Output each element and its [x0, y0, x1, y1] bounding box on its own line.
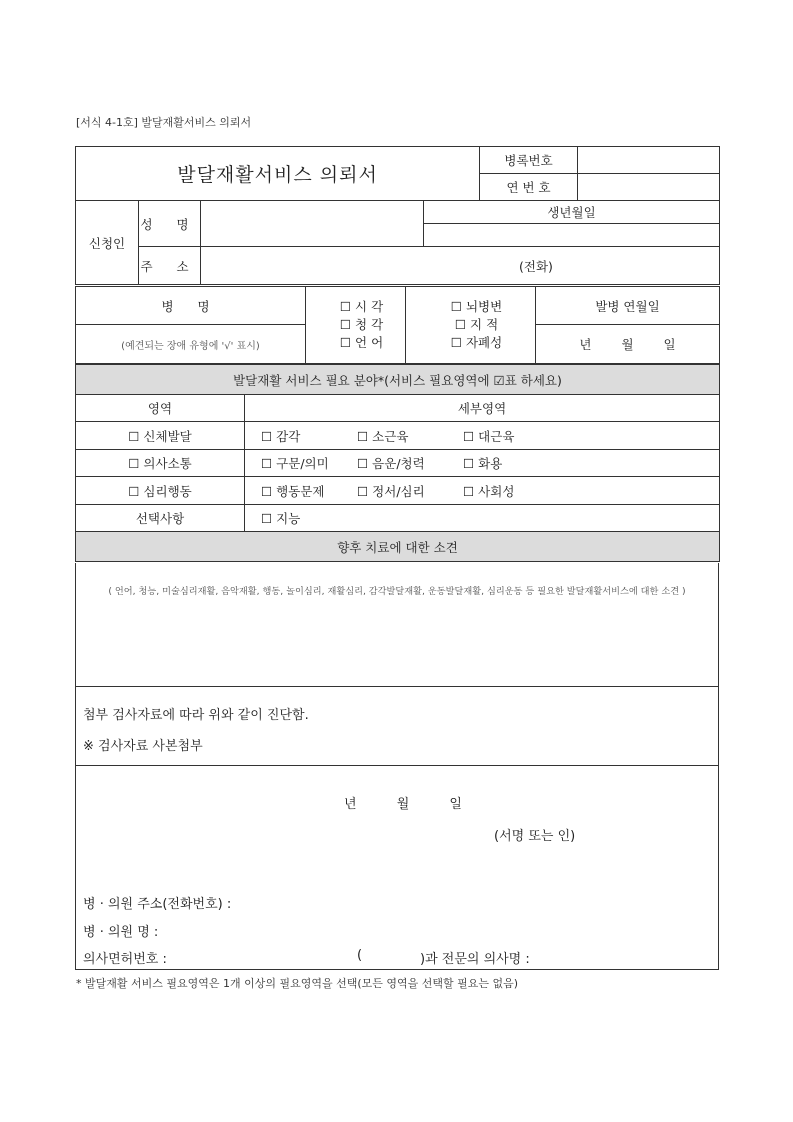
checkbox-visual[interactable]: ☐ 시 각 [339, 299, 384, 314]
diagnosis-statement: 첨부 검사자료에 따라 위와 같이 진단함. [83, 708, 309, 723]
checkbox-psych-behavior[interactable]: ☐ 심리행동 [76, 477, 245, 505]
checkbox-fine-motor[interactable]: ☐ 소근육 [357, 428, 409, 444]
signature-section [75, 765, 719, 970]
opinion-section-title: 향후 치료에 대한 소견 [76, 532, 720, 562]
serial-number-field[interactable] [578, 174, 720, 201]
opinion-textarea[interactable] [75, 563, 719, 687]
diagnosis-section [75, 686, 719, 766]
serial-number-label: 연 번 호 [480, 174, 578, 201]
address-field[interactable] [201, 247, 720, 285]
record-number-field[interactable] [578, 147, 720, 174]
signature-field[interactable]: (서명 또는 인) [494, 829, 576, 844]
checkbox-intellectual[interactable]: ☐ 지 적 [454, 317, 499, 332]
phone-label: (전화) [519, 258, 553, 274]
header-applicant-table [75, 146, 720, 285]
checkbox-sociality[interactable]: ☐ 사회성 [463, 483, 515, 499]
checkbox-emotion-psychology[interactable]: ☐ 정서/심리 [357, 483, 425, 499]
checkbox-gross-motor[interactable]: ☐ 대근육 [463, 428, 515, 444]
optional-label: 선택사항 [76, 505, 245, 532]
clinic-name-label: 병 · 의원 명 : [83, 925, 159, 940]
opinion-hint: ( 언어, 청능, 미술심리재활, 음악재활, 행동, 놀이심리, 재활심리, 감각발달재활, 운동발달재활, 심리운동 등 필요한 발달재활서비스에 대한 소견 ) [108, 586, 686, 597]
name-label: 성 명 [139, 201, 201, 247]
birthdate-field[interactable] [424, 224, 720, 247]
checkbox-physical-development[interactable]: ☐ 신체발달 [76, 422, 245, 450]
psych-behavior-subareas [245, 477, 720, 505]
checkbox-brain-lesion[interactable]: ☐ 뇌병변 [450, 299, 503, 314]
checkbox-autism[interactable]: ☐ 자폐성 [450, 335, 503, 350]
checkbox-intelligence[interactable]: ☐ 지능 [261, 511, 301, 526]
form-number-caption: [서식 4-1호] 발달재활서비스 의뢰서 [76, 116, 252, 129]
checkbox-behavior-problem[interactable]: ☐ 행동문제 [261, 483, 325, 499]
checkbox-hearing[interactable]: ☐ 청 각 [339, 317, 384, 332]
disease-table [75, 286, 720, 364]
checkbox-syntax-semantics[interactable]: ☐ 구문/의미 [261, 456, 329, 471]
onset-date-field[interactable]: 년 월 일 [536, 325, 720, 364]
disease-name-label: 병 명 [76, 287, 306, 325]
area-column-header: 영역 [76, 395, 245, 422]
name-field[interactable] [201, 201, 424, 247]
specialist-name-label: )과 전문의 의사명 : [420, 952, 530, 967]
license-number-label: 의사면허번호 : [83, 952, 167, 967]
optional-subareas [245, 505, 720, 532]
birthdate-label: 생년월일 [424, 201, 720, 224]
onset-date-label: 발병 연월일 [536, 287, 720, 325]
applicant-label: 신청인 [76, 201, 139, 285]
service-area-table [75, 364, 720, 562]
checkbox-sensory[interactable]: ☐ 감각 [261, 428, 301, 444]
checkbox-pragmatics[interactable]: ☐ 화용 [463, 456, 503, 471]
communication-subareas [245, 450, 720, 477]
record-number-label: 병록번호 [480, 147, 578, 174]
footnote: * 발달재활 서비스 필요영역은 1개 이상의 필요영역을 선택(모든 영역을 선택할 필요는 없음) [76, 977, 519, 990]
disability-type-note: (예견되는 장애 유형에 '√' 표시) [76, 325, 306, 364]
clinic-address-label: 병 · 의원 주소(전화번호) : [83, 897, 232, 912]
issue-date[interactable]: 년 월 일 [344, 797, 462, 812]
form-title: 발달재활서비스 의뢰서 [76, 147, 480, 201]
checkbox-communication[interactable]: ☐ 의사소통 [76, 450, 245, 477]
physical-subareas [245, 422, 720, 450]
disability-types-col1[interactable] [306, 287, 406, 364]
attachment-note: ※ 검사자료 사본첨부 [83, 739, 203, 754]
specialty-open-paren[interactable]: ( [357, 948, 363, 963]
subarea-column-header: 세부영역 [245, 395, 720, 422]
checkbox-language[interactable]: ☐ 언 어 [339, 335, 384, 350]
checkbox-phonology-hearing[interactable]: ☐ 음운/청력 [357, 456, 425, 471]
disability-types-col2[interactable] [406, 287, 536, 364]
service-section-title: 발달재활 서비스 필요 분야*(서비스 필요영역에 ☑표 하세요) [76, 365, 720, 395]
address-label: 주 소 [139, 247, 201, 285]
